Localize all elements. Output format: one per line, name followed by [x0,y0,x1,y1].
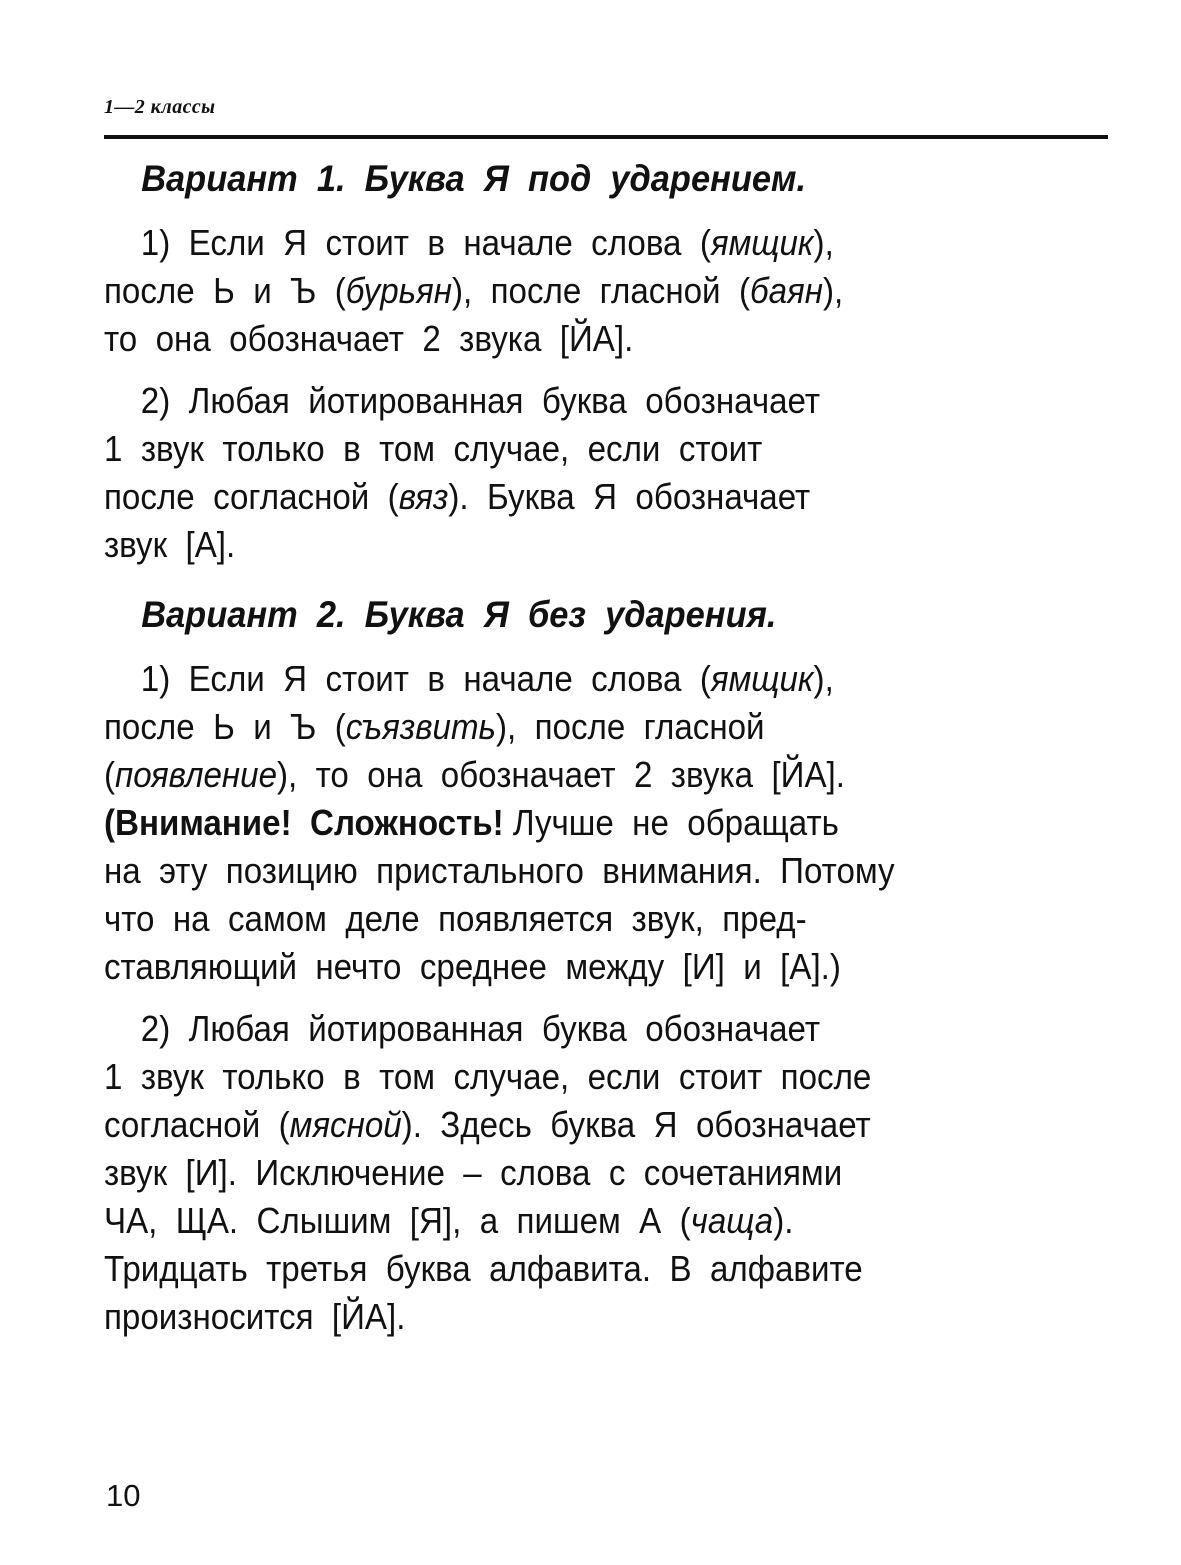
section-spacer [104,569,1108,591]
text-run: Лучше не обращать [503,802,839,843]
text-line [104,219,1028,267]
text-line [104,1101,1028,1149]
text-line [104,1005,1028,1053]
paragraph-v2-p1 [104,655,1108,991]
heading-spacer [104,203,1108,219]
text-run: 1 звук только в том случае, если стоит после [104,1056,872,1097]
emphasis-bold: ( [104,802,116,843]
text-line [104,943,1028,991]
text-run: 2) Любая йотированная буква обозначает [104,1008,821,1049]
page-number: 10 [106,1478,141,1513]
text-line [104,895,1028,943]
text-line [104,267,1028,315]
text-run: ( [104,754,116,795]
text-line [104,1149,1028,1197]
text-run: звук [А]. [104,524,236,565]
text-run: после согласной ( [104,476,399,517]
text-line [104,1293,1028,1341]
header-divider-rule [104,135,1108,139]
text-line [104,847,1028,895]
text-run: ). [773,1200,794,1241]
text-run: после Ь и Ъ ( [104,270,346,311]
page-body [104,155,1108,1341]
example-word-italic: ямщик [710,222,814,263]
text-run: 2) Любая йотированная буква обозначает [104,380,821,421]
running-head-text: 1—2 классы [104,96,216,118]
heading-spacer [104,639,1108,655]
paragraph-spacer [104,363,1108,377]
example-word-italic: съязвить [345,706,496,747]
text-line [104,751,1028,799]
text-run: что на самом деле появляется звук, пред- [104,898,807,939]
text-run: 1) Если Я стоит в начале слова ( [104,658,711,699]
text-line [104,1197,1028,1245]
example-word-italic: чаща [690,1200,774,1241]
text-line [104,377,1028,425]
text-run: произносится [ЙА]. [104,1296,406,1337]
text-line [104,521,1028,569]
section-heading-variant-1: Вариант 1. Буква Я под ударением. [141,158,807,199]
text-line [104,473,1028,521]
text-run: ), [813,222,834,263]
paragraph-spacer [104,991,1108,1005]
text-run: то она обозначает 2 звука [ЙА]. [104,318,634,359]
text-run: ), после гласной [495,706,765,747]
emphasis-bold: Внимание! Сложность! [115,802,504,843]
text-line [104,315,1028,363]
paragraph-v1-p2 [104,377,1108,569]
text-run: после Ь и Ъ ( [104,706,346,747]
text-run: звук [И]. Исключение – слова с сочетаниями [104,1152,843,1193]
section-heading-variant-2: Вариант 2. Буква Я без ударения. [141,594,777,635]
text-run: ), [813,658,834,699]
text-line [104,425,1028,473]
example-word-italic: бурьян [345,270,452,311]
example-word-italic: баян [749,270,823,311]
text-line [104,1245,1028,1293]
example-word-italic: появление [115,754,278,795]
example-word-italic: вяз [398,476,449,517]
text-line [104,655,1028,703]
text-run: 1 звук только в том случае, если стоит [104,428,763,469]
text-run: ). Здесь буква Я обозначает [401,1104,871,1145]
text-run: ставляющий нечто среднее между [И] и [А].) [104,946,841,987]
text-run: Тридцать третья буква алфавита. В алфавите [104,1248,863,1289]
text-line [104,1053,1028,1101]
text-run: ЧА, ЩА. Слышим [Я], а пишем А ( [104,1200,691,1241]
paragraph-v1-p1 [104,219,1108,363]
text-line [104,703,1028,751]
text-run: ). Буква Я обозначает [448,476,811,517]
text-run: на эту позицию пристального внимания. Потому [104,850,895,891]
text-run: ), то она обозначает 2 звука [ЙА]. [277,754,845,795]
running-head [104,96,1108,119]
paragraph-v2-p2 [104,1005,1108,1341]
text-run: согласной ( [104,1104,290,1145]
text-run: ), после гласной ( [451,270,750,311]
text-run: 1) Если Я стоит в начале слова ( [104,222,711,263]
text-line [104,799,1028,847]
example-word-italic: мясной [289,1104,402,1145]
example-word-italic: ямщик [710,658,814,699]
text-run: ), [822,270,844,311]
